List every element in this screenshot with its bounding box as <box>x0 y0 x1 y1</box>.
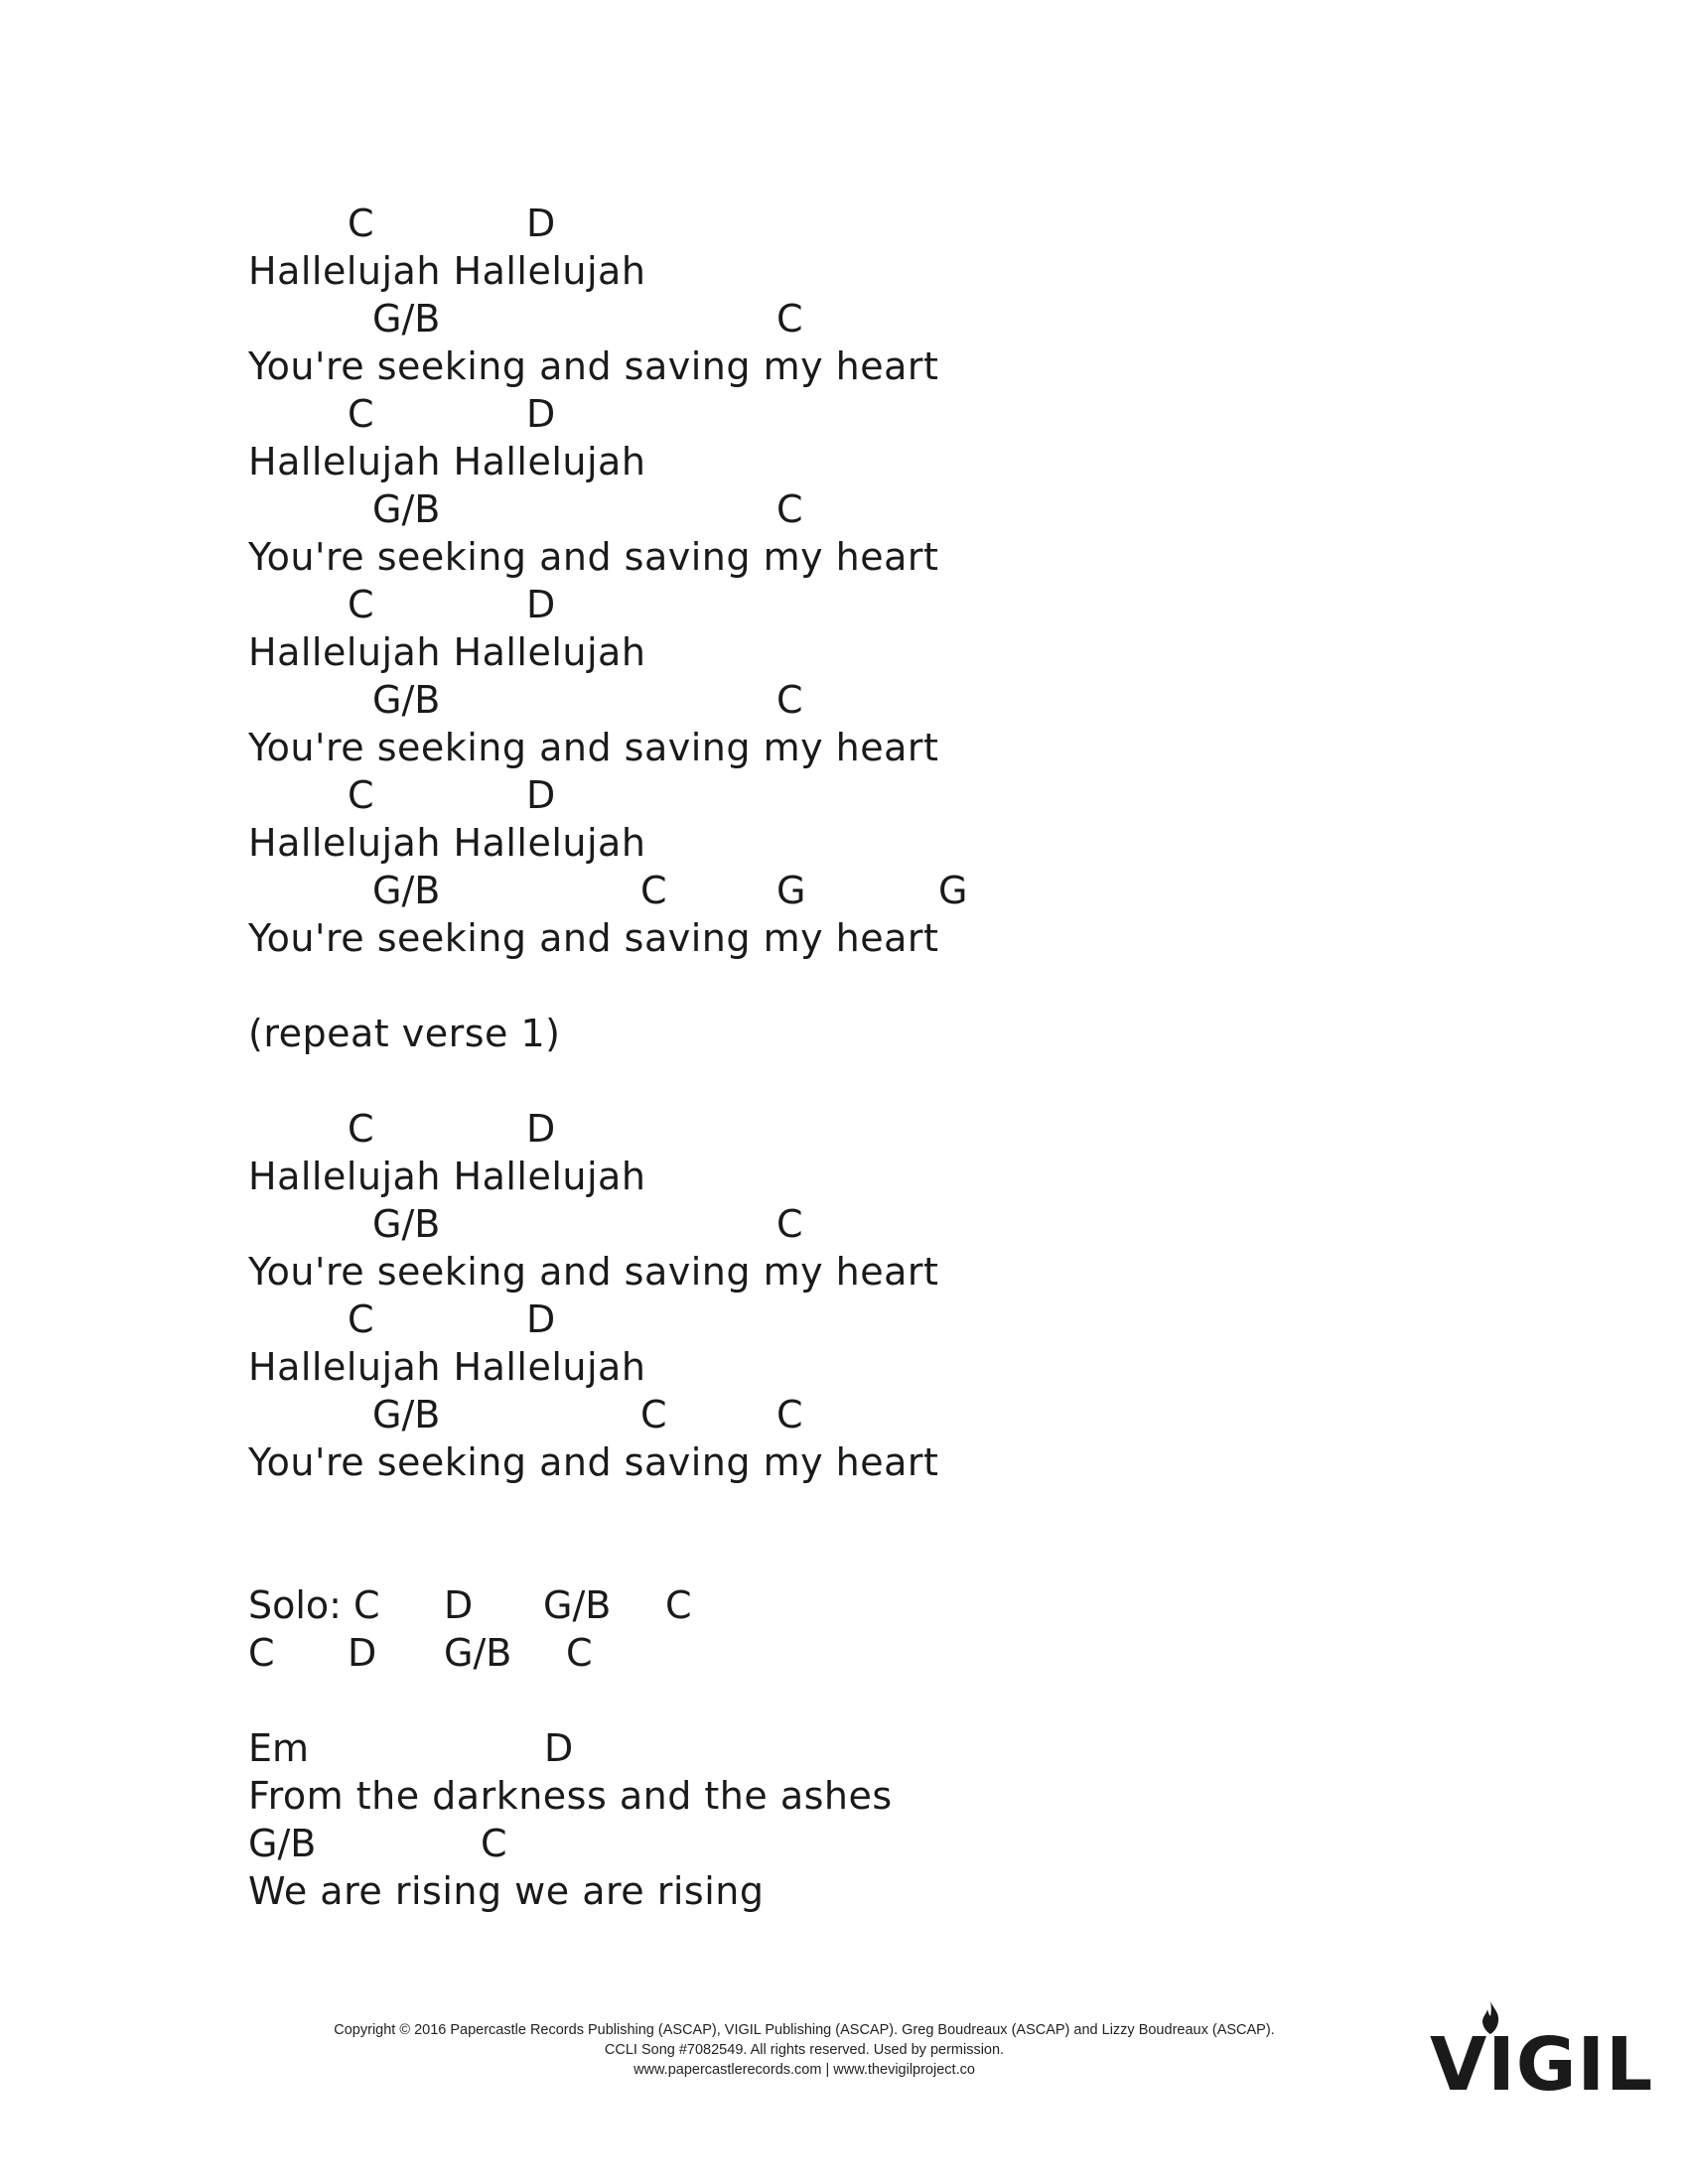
chord: Solo: C <box>248 1583 380 1627</box>
websites-text: www.papercastlerecords.com | www.thevigilproject.co <box>633 2062 975 2078</box>
chord: C <box>348 773 374 817</box>
footer <box>218 2020 1390 2080</box>
ccli-text: CCLI Song #7082549. All rights reserved. Used by permission. <box>604 2042 1005 2058</box>
chord: G/B <box>372 869 441 912</box>
chord: C <box>348 1107 374 1151</box>
section-note: (repeat verse 1) <box>248 1012 561 1055</box>
copyright-text: Copyright © 2016 Papercastle Records Publishing (ASCAP), VIGIL Publishing (ASCAP). Greg Boudreaux (ASCAP) and Lizzy Boudreaux (ASCAP). <box>334 2022 1275 2038</box>
chord: C <box>776 297 803 341</box>
lyric-line: From the darkness and the ashes <box>248 1774 893 1818</box>
lyric-line: You're seeking and saving my heart <box>248 1440 939 1484</box>
chord: C <box>481 1822 507 1865</box>
logo-text: VIGIL <box>1430 2022 1654 2108</box>
lyric-line: You're seeking and saving my heart <box>248 916 939 960</box>
chord: D <box>526 202 556 245</box>
chord: G/B <box>372 1393 441 1436</box>
chord: G <box>938 869 968 912</box>
lyric-line: You're seeking and saving my heart <box>248 535 939 579</box>
chord: G/B <box>248 1822 317 1865</box>
chord: G/B <box>444 1631 512 1675</box>
lyric-line: Hallelujah Hallelujah <box>248 821 646 865</box>
chord: C <box>776 1393 803 1436</box>
chord: C <box>640 1393 667 1436</box>
lyric-line: Hallelujah Hallelujah <box>248 249 646 293</box>
chord: D <box>444 1583 474 1627</box>
chord: C <box>348 202 374 245</box>
lyric-line: Hallelujah Hallelujah <box>248 630 646 674</box>
lyric-line: Hallelujah Hallelujah <box>248 1345 646 1389</box>
chord: G/B <box>543 1583 612 1627</box>
chord: C <box>348 1297 374 1341</box>
lyric-line: You're seeking and saving my heart <box>248 344 939 388</box>
chord: G/B <box>372 487 441 531</box>
chord: D <box>526 1297 556 1341</box>
lyric-line: You're seeking and saving my heart <box>248 726 939 769</box>
chord: G/B <box>372 678 441 722</box>
chord: C <box>776 678 803 722</box>
chord: D <box>526 773 556 817</box>
chord: G <box>776 869 806 912</box>
chord: C <box>348 392 374 436</box>
chord: C <box>776 1202 803 1246</box>
chord: D <box>348 1631 377 1675</box>
lyric-line: Hallelujah Hallelujah <box>248 440 646 483</box>
chord: C <box>640 869 667 912</box>
chord: C <box>248 1631 275 1675</box>
chord: C <box>566 1631 593 1675</box>
lyric-line: Hallelujah Hallelujah <box>248 1155 646 1198</box>
chord: D <box>526 583 556 626</box>
chord: D <box>526 392 556 436</box>
chord: Em <box>248 1726 310 1770</box>
chord: D <box>544 1726 574 1770</box>
chord: C <box>665 1583 692 1627</box>
chord: G/B <box>372 297 441 341</box>
chord: G/B <box>372 1202 441 1246</box>
vigil-logo <box>1430 2000 1654 2110</box>
chord: C <box>776 487 803 531</box>
lyric-line: You're seeking and saving my heart <box>248 1250 939 1294</box>
chord: C <box>348 583 374 626</box>
lyric-line: We are rising we are rising <box>248 1869 765 1913</box>
chord: D <box>526 1107 556 1151</box>
